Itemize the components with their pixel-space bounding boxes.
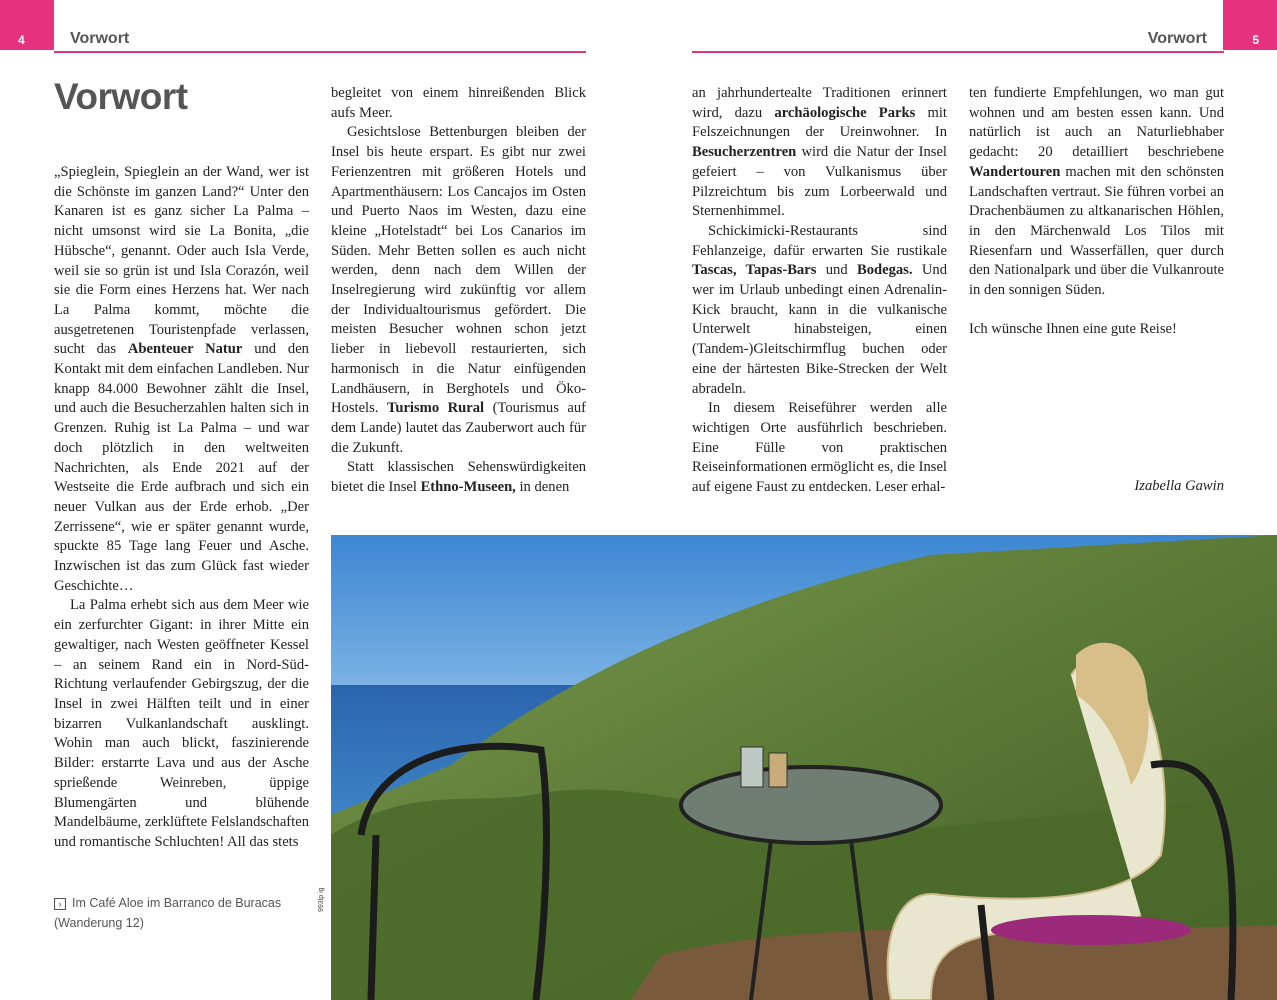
- paragraph: La Palma erhebt sich aus dem Meer wie ein zerfurchter Gigant: in ihrer Mitte ein gewaltiger, nach Westen geöffneter Kessel – an seinem Rand ein in Nord-Süd-Richtung verlaufender Gebirgszug, der die Insel in zwei Hälften teilt und in einer bizarren Vulkanlandschaft ausklingt. Wohin man auch blickt, faszinierende Bilder: erstarrte Lava und aus der Asche sprießende Weinreben, üppige Blumengärten und blühende Mandelbäume, zerklüftete Felslandschaften und romantische Schluchten! All das stets: [54, 597, 309, 850]
- left-page-number-tab: [0, 0, 54, 50]
- paragraph: an jahrhundertealte Traditionen erinnert wird, dazu archäologische Parks mit Felszeichnungen der Ureinwohner. In Besucherzentren wird die Natur der Insel gefeiert – von Vulkanismus über Pilzreichtum bis zum Lorbeerwald und Sternenhimmel.: [692, 85, 947, 220]
- left-page-number: 4: [18, 33, 25, 47]
- cafe-photo: [331, 535, 1277, 1000]
- photo-caption: [54, 893, 294, 933]
- author-signature: Izabella Gawin: [1134, 478, 1224, 494]
- caption-line-2: (Wanderung 12): [54, 916, 144, 930]
- paragraph: „Spieglein, Spieglein an der Wand, wer ist die Schönste im ganzen Land?“ Unter den Kanaren ist es ganz sicher La Palma – nicht umsonst wird sie La Bonita, „die Hübsche“, genannt. Oder auch Isla Verde, weil sie so grün ist und Isla Corazón, weil sie die Form eines Herzens hat. Wer nach La Palma kommt, möchte die ausgetretenen Touristenpfade verlassen, sucht das Abenteuer Natur und den Kontakt mit dem einfachen Landleben. Nur knapp 84.000 Bewohner zählt die Insel, und auch die Besucherzahlen halten sich in Grenzen. Ruhig ist La Palma – und war doch plötzlich in den weltweiten Nachrichten, als Ende 2021 auf der Westseite die Erde aufbrach und sich ein neuer Vulkan aus der Erde erhob. „Der Zerrissene“, wie er später genannt wurde, spuckte 85 Tage lang Feuer und Asche. Inzwischen ist das zum Glück fast wieder Geschichte…: [54, 164, 309, 594]
- text-column-4: [969, 84, 1224, 340]
- photo-credit: 993lp ig: [318, 887, 325, 912]
- caption-line-1: Im Café Aloe im Barranco de Buracas: [72, 896, 282, 910]
- left-header-rule: [54, 51, 586, 53]
- paragraph: begleitet von einem hinreißenden Blick aufs Meer.: [331, 85, 586, 121]
- caption-marker-icon: ›: [54, 898, 66, 910]
- photo-glass: [769, 753, 787, 787]
- right-header-rule: [692, 51, 1224, 53]
- right-page-number-tab: [1223, 0, 1277, 50]
- right-page-number: 5: [1252, 33, 1259, 47]
- text-column-2: [331, 84, 586, 498]
- paragraph: Statt klassischen Sehenswürdigkeiten bietet die Insel Ethno-Museen, in denen: [331, 459, 586, 496]
- photo-glass: [741, 747, 763, 787]
- paragraph: Gesichtslose Bettenburgen bleiben der Insel bis heute erspart. Es gibt nur zwei Ferienzentren mit größeren Hotels und Apartmenthäusern: Los Cancajos im Osten und Puerto Naos im Westen, dazu eine kleine „Hotelstadt“ bei Los Canarios im Süden. Mehr Betten sollen es auch nicht werden, denn nach dem Willen der Inselregierung wird zukünftig vor allem der Individualtourismus gefördert. Die meisten Besucher wohnen schon jetzt lieber in liebevoll restaurierten, sich harmonisch in die Natur einfügenden Landhäusern, in Berghotels und Öko-Hostels. Turismo Rural (Tourismus auf dem Lande) lautet das Zauberwort auch für die Zukunft.: [331, 124, 587, 456]
- photo-cushion: [991, 915, 1191, 945]
- page-title: Vorwort: [54, 76, 188, 117]
- paragraph: In diesem Reiseführer werden alle wichtigen Orte ausführlich beschrieben. Eine Fülle von praktischen Reiseinformationen ermöglicht es, die Insel auf eigene Faust zu entdecken. Leser erhal-: [692, 400, 947, 496]
- text-column-1: [54, 163, 309, 853]
- right-running-head: Vorwort: [1147, 30, 1207, 47]
- text-column-3: [692, 84, 947, 498]
- paragraph: Ich wünsche Ihnen eine gute Reise!: [969, 321, 1177, 338]
- photo-illustration: [331, 535, 1277, 1000]
- left-running-head: Vorwort: [70, 30, 130, 47]
- paragraph: Schickimicki-Restaurants sind Fehlanzeige, dafür erwarten Sie rustikale Tascas, Tapas-Bars und Bodegas. Und wer im Urlaub unbedingt einen Adrenalin-Kick braucht, kann in die vulkanische Unterwelt hinabsteigen, einen (Tandem-)Gleitschirmflug buchen oder eine der härtesten Bike-Strecken der Welt abradeln.: [692, 222, 947, 397]
- paragraph: ten fundierte Empfehlungen, wo man gut wohnen und am besten essen kann. Und natürlich ist auch an Naturliebhaber gedacht: 20 detailliert beschriebene Wandertouren machen mit den schönsten Landschaften vertraut. Sie führen vorbei an Drachenbäumen zu altkanarischen Höhlen, in den Märchenwald Los Tilos mit Riesenfarn und Wasserfällen, quer durch den Nationalpark und über die Vulkanroute in den sonnigen Süden.: [969, 85, 1224, 299]
